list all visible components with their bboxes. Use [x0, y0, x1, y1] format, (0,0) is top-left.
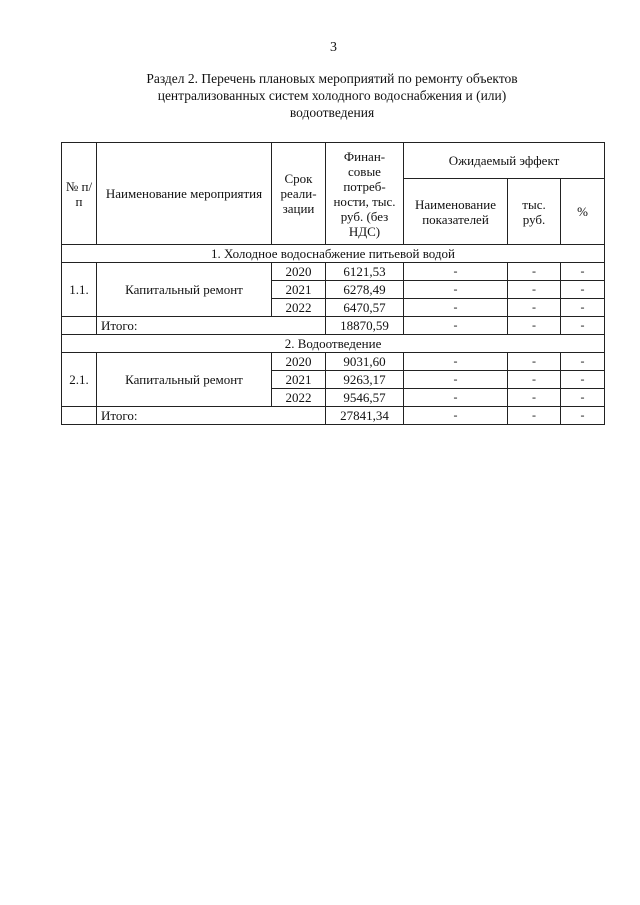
total-label: Итого: [97, 407, 326, 425]
section-title: 1. Холодное водоснабжение питьевой водой [62, 245, 605, 263]
rub-cell: - [508, 389, 561, 407]
year-cell: 2020 [272, 353, 326, 371]
total-amount: 27841,34 [326, 407, 404, 425]
indicator-cell: - [404, 371, 508, 389]
rub-cell: - [508, 281, 561, 299]
pct-cell: - [561, 371, 605, 389]
total-indicator: - [404, 407, 508, 425]
pct-cell: - [561, 353, 605, 371]
header-finance: Финан-совые потреб-ности, тыс. руб. (без НДС) [326, 143, 404, 245]
indicator-cell: - [404, 353, 508, 371]
title-line-1: Раздел 2. Перечень плановых мероприятий по ремонту объектов [146, 71, 518, 86]
total-num-cell [62, 407, 97, 425]
title-line-3: водоотведения [289, 105, 375, 120]
page-number: 3 [330, 40, 337, 55]
table-row [62, 263, 605, 281]
rub-cell: - [508, 353, 561, 371]
year-cell: 2020 [272, 263, 326, 281]
amount-cell: 9546,57 [326, 389, 404, 407]
total-pct: - [561, 407, 605, 425]
section-title: 2. Водоотведение [62, 335, 605, 353]
indicator-cell: - [404, 263, 508, 281]
pct-cell: - [561, 263, 605, 281]
header-name: Наименование мероприятия [97, 143, 272, 245]
amount-cell: 9031,60 [326, 353, 404, 371]
indicator-cell: - [404, 281, 508, 299]
rub-cell: - [508, 371, 561, 389]
total-rub: - [508, 317, 561, 335]
year-cell: 2021 [272, 281, 326, 299]
total-row [62, 407, 605, 425]
section-row [62, 335, 605, 353]
amount-cell: 6278,49 [326, 281, 404, 299]
page-title [60, 70, 604, 121]
total-pct: - [561, 317, 605, 335]
pct-cell: - [561, 281, 605, 299]
year-cell: 2021 [272, 371, 326, 389]
amount-cell: 6121,53 [326, 263, 404, 281]
total-row [62, 317, 605, 335]
item-num: 2.1. [62, 353, 97, 407]
header-term: Срок реали-зации [272, 143, 326, 245]
header-effect: Ожидаемый эффект [404, 143, 605, 179]
item-num: 1.1. [62, 263, 97, 317]
table-row [62, 353, 605, 371]
item-name: Капитальный ремонт [97, 263, 272, 317]
total-rub: - [508, 407, 561, 425]
section-row [62, 245, 605, 263]
plan-table [61, 142, 605, 425]
total-amount: 18870,59 [326, 317, 404, 335]
amount-cell: 9263,17 [326, 371, 404, 389]
header-thousand-rub: тыс. руб. [508, 179, 561, 245]
item-name: Капитальный ремонт [97, 353, 272, 407]
indicator-cell: - [404, 299, 508, 317]
total-num-cell [62, 317, 97, 335]
year-cell: 2022 [272, 389, 326, 407]
year-cell: 2022 [272, 299, 326, 317]
amount-cell: 6470,57 [326, 299, 404, 317]
rub-cell: - [508, 263, 561, 281]
header-indicator: Наименование показателей [404, 179, 508, 245]
indicator-cell: - [404, 389, 508, 407]
title-line-2: централизованных систем холодного водоснабжения и (или) [157, 88, 507, 103]
header-percent: % [561, 179, 605, 245]
pct-cell: - [561, 389, 605, 407]
pct-cell: - [561, 299, 605, 317]
total-indicator: - [404, 317, 508, 335]
total-label: Итого: [97, 317, 326, 335]
rub-cell: - [508, 299, 561, 317]
header-num: № п/п [62, 143, 97, 245]
header-row-main [62, 143, 605, 179]
